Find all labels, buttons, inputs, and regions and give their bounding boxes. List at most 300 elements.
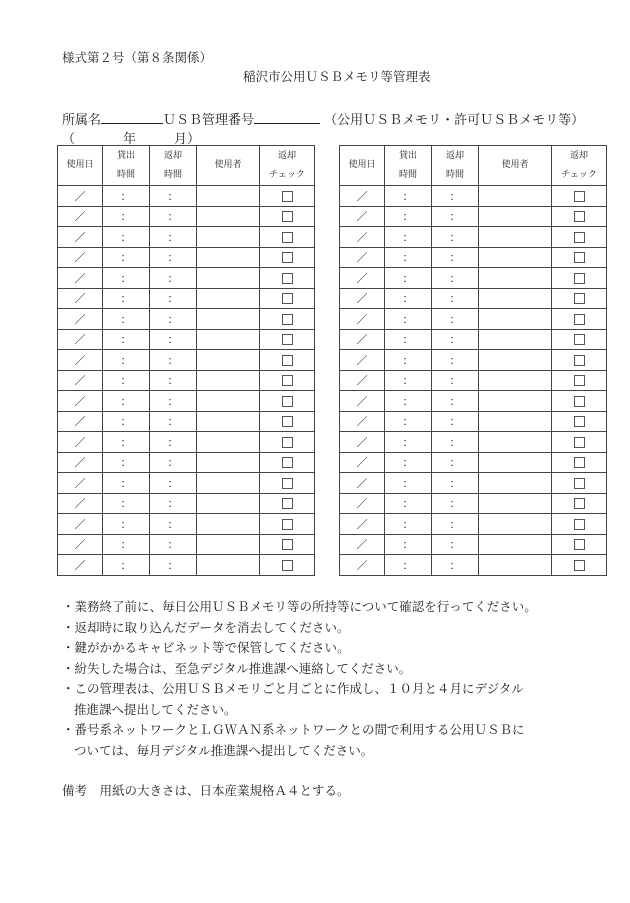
note-item: ・鍵がかかるキャビネット等で保管してください。 bbox=[62, 640, 350, 655]
checkbox-icon[interactable] bbox=[574, 519, 585, 530]
date-cell[interactable]: ／ bbox=[58, 350, 103, 371]
return-check-cell bbox=[260, 452, 315, 473]
lend-time-cell[interactable]: ： bbox=[385, 370, 432, 391]
return-check-cell bbox=[552, 432, 607, 453]
date-cell[interactable]: ／ bbox=[340, 432, 385, 453]
return-time-cell[interactable]: ： bbox=[150, 268, 197, 289]
checkbox-icon[interactable] bbox=[574, 334, 585, 345]
user-cell[interactable] bbox=[197, 370, 260, 391]
col-return-time: 返却 時間 bbox=[150, 146, 197, 186]
user-cell[interactable] bbox=[197, 452, 260, 473]
user-cell[interactable] bbox=[479, 452, 552, 473]
checkbox-icon[interactable] bbox=[574, 437, 585, 448]
user-cell[interactable] bbox=[197, 514, 260, 535]
lend-time-cell[interactable]: ： bbox=[103, 247, 150, 268]
checkbox-icon[interactable] bbox=[574, 416, 585, 427]
user-cell[interactable] bbox=[197, 247, 260, 268]
checkbox-icon[interactable] bbox=[282, 457, 293, 468]
table-row bbox=[58, 534, 315, 555]
date-cell[interactable]: ／ bbox=[58, 370, 103, 391]
date-cell[interactable]: ／ bbox=[340, 206, 385, 227]
checkbox-icon[interactable] bbox=[574, 539, 585, 550]
table-row bbox=[340, 329, 607, 350]
return-check-cell bbox=[260, 514, 315, 535]
lend-time-cell[interactable]: ： bbox=[385, 206, 432, 227]
user-cell[interactable] bbox=[197, 288, 260, 309]
return-check-cell bbox=[552, 452, 607, 473]
return-time-cell[interactable]: ： bbox=[432, 206, 479, 227]
table-row bbox=[58, 247, 315, 268]
lend-time-cell[interactable]: ： bbox=[103, 473, 150, 494]
date-cell[interactable]: ／ bbox=[340, 514, 385, 535]
return-time-cell[interactable]: ： bbox=[150, 473, 197, 494]
col-lend-time: 貸出 時間 bbox=[103, 146, 150, 186]
date-cell[interactable]: ／ bbox=[58, 247, 103, 268]
return-time-cell[interactable]: ： bbox=[150, 350, 197, 371]
user-cell[interactable] bbox=[479, 411, 552, 432]
checkbox-icon[interactable] bbox=[282, 560, 293, 571]
table-row bbox=[340, 555, 607, 576]
lend-time-cell[interactable]: ： bbox=[385, 411, 432, 432]
return-check-cell bbox=[552, 350, 607, 371]
user-cell[interactable] bbox=[479, 186, 552, 207]
checkbox-icon[interactable] bbox=[282, 437, 293, 448]
lend-time-cell[interactable]: ： bbox=[385, 473, 432, 494]
user-cell[interactable] bbox=[197, 268, 260, 289]
return-time-cell[interactable]: ： bbox=[432, 514, 479, 535]
return-time-cell[interactable]: ： bbox=[432, 288, 479, 309]
date-cell[interactable]: ／ bbox=[340, 391, 385, 412]
return-check-cell bbox=[260, 411, 315, 432]
return-check-cell bbox=[552, 411, 607, 432]
table-row bbox=[58, 452, 315, 473]
table-row bbox=[340, 493, 607, 514]
user-cell[interactable] bbox=[479, 247, 552, 268]
affiliation-field[interactable] bbox=[101, 111, 163, 124]
return-time-cell[interactable]: ： bbox=[150, 534, 197, 555]
return-check-cell bbox=[552, 370, 607, 391]
table-row bbox=[58, 432, 315, 453]
note-item-continuation: 推進課へ提出してください。 bbox=[74, 701, 237, 717]
date-cell[interactable]: ／ bbox=[58, 329, 103, 350]
table-row bbox=[58, 227, 315, 248]
date-cell[interactable]: ／ bbox=[340, 473, 385, 494]
col-return-check: 返却 チェック bbox=[552, 146, 607, 186]
table-row bbox=[58, 268, 315, 289]
return-time-cell[interactable]: ： bbox=[432, 329, 479, 350]
date-cell[interactable]: ／ bbox=[340, 227, 385, 248]
table-row bbox=[340, 452, 607, 473]
return-time-cell[interactable]: ： bbox=[432, 186, 479, 207]
user-cell[interactable] bbox=[197, 391, 260, 412]
return-time-cell[interactable]: ： bbox=[432, 411, 479, 432]
user-cell[interactable] bbox=[197, 206, 260, 227]
table-row bbox=[58, 370, 315, 391]
date-cell[interactable]: ／ bbox=[58, 493, 103, 514]
return-check-cell bbox=[260, 309, 315, 330]
lend-time-cell[interactable]: ： bbox=[103, 350, 150, 371]
user-cell[interactable] bbox=[479, 370, 552, 391]
lend-time-cell[interactable]: ： bbox=[385, 329, 432, 350]
date-cell[interactable]: ／ bbox=[58, 452, 103, 473]
lend-time-cell[interactable]: ： bbox=[103, 309, 150, 330]
usb-number-label: ＵＳＢ管理番号 bbox=[163, 113, 255, 128]
return-time-cell[interactable]: ： bbox=[150, 432, 197, 453]
lend-time-cell[interactable]: ： bbox=[385, 247, 432, 268]
note-item-continuation: ついては、毎月デジタル推進課へ提出してください。 bbox=[74, 742, 374, 758]
checkbox-icon[interactable] bbox=[574, 211, 585, 222]
checkbox-icon[interactable] bbox=[574, 314, 585, 325]
return-time-cell[interactable]: ： bbox=[150, 514, 197, 535]
date-cell[interactable]: ／ bbox=[340, 534, 385, 555]
return-time-cell[interactable]: ： bbox=[432, 452, 479, 473]
checkbox-icon[interactable] bbox=[574, 252, 585, 263]
table-header-row bbox=[58, 146, 315, 186]
date-cell[interactable]: ／ bbox=[58, 288, 103, 309]
lend-time-cell[interactable]: ： bbox=[103, 206, 150, 227]
return-time-cell[interactable]: ： bbox=[150, 206, 197, 227]
lend-time-cell[interactable]: ： bbox=[385, 534, 432, 555]
lend-time-cell[interactable]: ： bbox=[385, 309, 432, 330]
return-time-cell[interactable]: ： bbox=[150, 452, 197, 473]
checkbox-icon[interactable] bbox=[574, 355, 585, 366]
table-row bbox=[58, 514, 315, 535]
return-check-cell bbox=[552, 514, 607, 535]
user-cell[interactable] bbox=[197, 329, 260, 350]
return-time-cell[interactable]: ： bbox=[432, 555, 479, 576]
user-cell[interactable] bbox=[197, 432, 260, 453]
lend-time-cell[interactable]: ： bbox=[103, 268, 150, 289]
checkbox-icon[interactable] bbox=[282, 478, 293, 489]
note-item: ・業務終了前に、毎日公用ＵＳＢメモリ等の所持等について確認を行ってください。 bbox=[62, 599, 537, 614]
return-check-cell bbox=[260, 370, 315, 391]
checkbox-icon[interactable] bbox=[574, 232, 585, 243]
return-check-cell bbox=[260, 432, 315, 453]
checkbox-icon[interactable] bbox=[574, 478, 585, 489]
date-cell[interactable]: ／ bbox=[340, 329, 385, 350]
return-check-cell bbox=[260, 534, 315, 555]
lend-time-cell[interactable]: ： bbox=[385, 514, 432, 535]
note-item: ・この管理表は、公用ＵＳＢメモリごと月ごとに作成し、１０月と４月にデジタル bbox=[62, 681, 524, 696]
return-check-cell bbox=[260, 473, 315, 494]
checkbox-icon[interactable] bbox=[282, 211, 293, 222]
table-row bbox=[340, 411, 607, 432]
table-row bbox=[340, 350, 607, 371]
lend-time-cell[interactable]: ： bbox=[385, 391, 432, 412]
header-fields-line bbox=[62, 109, 584, 128]
table-row bbox=[340, 247, 607, 268]
lend-time-cell[interactable]: ： bbox=[103, 186, 150, 207]
table-row bbox=[340, 370, 607, 391]
checkbox-icon[interactable] bbox=[282, 539, 293, 550]
date-cell[interactable]: ／ bbox=[340, 186, 385, 207]
return-time-cell[interactable]: ： bbox=[432, 309, 479, 330]
table-row bbox=[340, 227, 607, 248]
user-cell[interactable] bbox=[479, 268, 552, 289]
remark: 備考 用紙の大きさは、日本産業規格Ａ４とする。 bbox=[62, 783, 350, 798]
return-check-cell bbox=[260, 391, 315, 412]
lend-time-cell[interactable]: ： bbox=[385, 288, 432, 309]
return-check-cell bbox=[552, 391, 607, 412]
lend-time-cell[interactable]: ： bbox=[103, 555, 150, 576]
return-check-cell bbox=[260, 206, 315, 227]
notes-list bbox=[62, 597, 537, 761]
table-row bbox=[340, 206, 607, 227]
return-time-cell[interactable]: ： bbox=[150, 391, 197, 412]
col-use-date: 使用日 bbox=[340, 146, 385, 186]
return-check-cell bbox=[260, 493, 315, 514]
table-row bbox=[340, 309, 607, 330]
table-row bbox=[340, 473, 607, 494]
checkbox-icon[interactable] bbox=[574, 560, 585, 571]
col-use-date: 使用日 bbox=[58, 146, 103, 186]
lend-time-cell[interactable]: ： bbox=[385, 350, 432, 371]
table-row bbox=[58, 555, 315, 576]
return-time-cell[interactable]: ： bbox=[150, 309, 197, 330]
usb-number-field[interactable] bbox=[254, 111, 320, 124]
table-row bbox=[340, 432, 607, 453]
period-open: （ bbox=[62, 132, 76, 147]
user-cell[interactable] bbox=[197, 493, 260, 514]
user-cell[interactable] bbox=[479, 514, 552, 535]
lend-time-cell[interactable]: ： bbox=[103, 514, 150, 535]
table-row bbox=[58, 493, 315, 514]
month-label: 月） bbox=[174, 132, 201, 147]
col-user: 使用者 bbox=[479, 146, 552, 186]
date-cell[interactable]: ／ bbox=[340, 555, 385, 576]
checkbox-icon[interactable] bbox=[574, 457, 585, 468]
return-time-cell[interactable]: ： bbox=[432, 534, 479, 555]
table-row bbox=[58, 411, 315, 432]
lend-time-cell[interactable]: ： bbox=[103, 493, 150, 514]
user-cell[interactable] bbox=[197, 411, 260, 432]
date-cell[interactable]: ／ bbox=[340, 350, 385, 371]
lend-time-cell[interactable]: ： bbox=[103, 391, 150, 412]
user-cell[interactable] bbox=[197, 534, 260, 555]
form-number: 様式第２号（第８条関係） bbox=[62, 50, 213, 65]
checkbox-icon[interactable] bbox=[574, 375, 585, 386]
return-time-cell[interactable]: ： bbox=[150, 370, 197, 391]
user-cell[interactable] bbox=[197, 473, 260, 494]
table-row bbox=[340, 534, 607, 555]
return-check-cell bbox=[552, 329, 607, 350]
return-check-cell bbox=[260, 288, 315, 309]
lend-time-cell[interactable]: ： bbox=[103, 432, 150, 453]
return-check-cell bbox=[260, 268, 315, 289]
checkbox-icon[interactable] bbox=[282, 232, 293, 243]
return-time-cell[interactable]: ： bbox=[432, 268, 479, 289]
lend-time-cell[interactable]: ： bbox=[103, 329, 150, 350]
note-item: ・番号系ネットワークとＬＧＷＡＮ系ネットワークとの間で利用する公用ＵＳＢに bbox=[62, 722, 525, 737]
lend-time-cell[interactable]: ： bbox=[103, 227, 150, 248]
date-cell[interactable]: ／ bbox=[58, 206, 103, 227]
return-check-cell bbox=[552, 206, 607, 227]
return-time-cell[interactable]: ： bbox=[150, 247, 197, 268]
lend-time-cell[interactable]: ： bbox=[385, 452, 432, 473]
return-time-cell[interactable]: ： bbox=[432, 432, 479, 453]
lend-time-cell[interactable]: ： bbox=[103, 534, 150, 555]
lend-time-cell[interactable]: ： bbox=[103, 370, 150, 391]
return-time-cell[interactable]: ： bbox=[150, 555, 197, 576]
date-cell[interactable]: ／ bbox=[58, 432, 103, 453]
return-check-cell bbox=[552, 186, 607, 207]
table-row bbox=[340, 186, 607, 207]
note-item: ・紛失した場合は、至急デジタル推進課へ連絡してください。 bbox=[62, 660, 412, 676]
date-cell[interactable]: ／ bbox=[58, 186, 103, 207]
checkbox-icon[interactable] bbox=[282, 396, 293, 407]
lend-time-cell[interactable]: ： bbox=[385, 186, 432, 207]
checkbox-icon[interactable] bbox=[282, 519, 293, 530]
date-cell[interactable]: ／ bbox=[340, 411, 385, 432]
user-cell[interactable] bbox=[479, 309, 552, 330]
return-check-cell bbox=[552, 309, 607, 330]
user-cell[interactable] bbox=[479, 493, 552, 514]
return-time-cell[interactable]: ： bbox=[432, 493, 479, 514]
table-row bbox=[58, 288, 315, 309]
return-check-cell bbox=[552, 268, 607, 289]
table-row bbox=[340, 268, 607, 289]
table-row bbox=[58, 329, 315, 350]
date-cell[interactable]: ／ bbox=[340, 452, 385, 473]
user-cell[interactable] bbox=[197, 227, 260, 248]
table-row bbox=[58, 206, 315, 227]
return-time-cell[interactable]: ： bbox=[150, 411, 197, 432]
user-cell[interactable] bbox=[479, 350, 552, 371]
table-row bbox=[340, 288, 607, 309]
date-cell[interactable]: ／ bbox=[58, 411, 103, 432]
date-cell[interactable]: ／ bbox=[58, 309, 103, 330]
return-time-cell[interactable]: ： bbox=[150, 227, 197, 248]
table-row bbox=[58, 309, 315, 330]
user-cell[interactable] bbox=[479, 206, 552, 227]
user-cell[interactable] bbox=[197, 186, 260, 207]
lend-time-cell[interactable]: ： bbox=[385, 227, 432, 248]
usage-log-table-left bbox=[57, 145, 315, 576]
date-cell[interactable]: ／ bbox=[58, 227, 103, 248]
user-cell[interactable] bbox=[479, 391, 552, 412]
return-time-cell[interactable]: ： bbox=[432, 350, 479, 371]
date-cell[interactable]: ／ bbox=[58, 534, 103, 555]
return-check-cell bbox=[260, 227, 315, 248]
col-lend-time: 貸出 時間 bbox=[385, 146, 432, 186]
lend-time-cell[interactable]: ： bbox=[385, 555, 432, 576]
note-item: ・返却時に取り込んだデータを消去してください。 bbox=[62, 619, 350, 635]
return-time-cell[interactable]: ： bbox=[150, 329, 197, 350]
return-check-cell bbox=[552, 288, 607, 309]
col-user: 使用者 bbox=[197, 146, 260, 186]
return-time-cell[interactable]: ： bbox=[432, 227, 479, 248]
return-check-cell bbox=[260, 555, 315, 576]
user-cell[interactable] bbox=[197, 350, 260, 371]
checkbox-icon[interactable] bbox=[282, 498, 293, 509]
checkbox-icon[interactable] bbox=[574, 396, 585, 407]
checkbox-icon[interactable] bbox=[282, 416, 293, 427]
checkbox-icon[interactable] bbox=[282, 293, 293, 304]
date-cell[interactable]: ／ bbox=[58, 268, 103, 289]
checkbox-icon[interactable] bbox=[282, 355, 293, 366]
table-header-row bbox=[340, 146, 607, 186]
date-cell[interactable]: ／ bbox=[58, 555, 103, 576]
usage-log-table-right bbox=[339, 145, 607, 576]
checkbox-icon[interactable] bbox=[282, 252, 293, 263]
checkbox-icon[interactable] bbox=[574, 191, 585, 202]
affiliation-label: 所属名 bbox=[62, 113, 102, 128]
return-time-cell[interactable]: ： bbox=[432, 247, 479, 268]
lend-time-cell[interactable]: ： bbox=[385, 268, 432, 289]
checkbox-icon[interactable] bbox=[282, 314, 293, 325]
checkbox-icon[interactable] bbox=[282, 273, 293, 284]
user-cell[interactable] bbox=[479, 534, 552, 555]
user-cell[interactable] bbox=[479, 432, 552, 453]
user-cell[interactable] bbox=[479, 288, 552, 309]
usb-type-note: （公用ＵＳＢメモリ・許可ＵＳＢメモリ等） bbox=[324, 113, 585, 128]
return-time-cell[interactable]: ： bbox=[432, 473, 479, 494]
date-cell[interactable]: ／ bbox=[340, 247, 385, 268]
return-time-cell[interactable]: ： bbox=[150, 288, 197, 309]
document-title: 稲沢市公用ＵＳＢメモリ等管理表 bbox=[243, 69, 431, 84]
return-check-cell bbox=[552, 534, 607, 555]
date-cell[interactable]: ／ bbox=[340, 493, 385, 514]
user-cell[interactable] bbox=[479, 227, 552, 248]
checkbox-icon[interactable] bbox=[574, 273, 585, 284]
date-cell[interactable]: ／ bbox=[58, 473, 103, 494]
user-cell[interactable] bbox=[197, 555, 260, 576]
checkbox-icon[interactable] bbox=[282, 375, 293, 386]
return-check-cell bbox=[552, 493, 607, 514]
date-cell[interactable]: ／ bbox=[340, 309, 385, 330]
lend-time-cell[interactable]: ： bbox=[103, 411, 150, 432]
date-cell[interactable]: ／ bbox=[340, 370, 385, 391]
return-check-cell bbox=[260, 247, 315, 268]
date-cell[interactable]: ／ bbox=[340, 268, 385, 289]
return-check-cell bbox=[260, 329, 315, 350]
col-return-time: 返却 時間 bbox=[432, 146, 479, 186]
checkbox-icon[interactable] bbox=[574, 498, 585, 509]
return-check-cell bbox=[552, 473, 607, 494]
date-cell[interactable]: ／ bbox=[58, 391, 103, 412]
return-time-cell[interactable]: ： bbox=[150, 493, 197, 514]
return-check-cell bbox=[260, 350, 315, 371]
return-check-cell bbox=[552, 247, 607, 268]
return-check-cell bbox=[260, 186, 315, 207]
table-row bbox=[58, 391, 315, 412]
checkbox-icon[interactable] bbox=[282, 334, 293, 345]
date-cell[interactable]: ／ bbox=[340, 288, 385, 309]
lend-time-cell[interactable]: ： bbox=[103, 288, 150, 309]
user-cell[interactable] bbox=[479, 329, 552, 350]
checkbox-icon[interactable] bbox=[574, 293, 585, 304]
return-time-cell[interactable]: ： bbox=[432, 391, 479, 412]
table-row bbox=[340, 514, 607, 535]
lend-time-cell[interactable]: ： bbox=[385, 493, 432, 514]
user-cell[interactable] bbox=[479, 473, 552, 494]
user-cell[interactable] bbox=[479, 555, 552, 576]
user-cell[interactable] bbox=[197, 309, 260, 330]
table-row bbox=[58, 350, 315, 371]
year-label: 年 bbox=[123, 132, 137, 147]
lend-time-cell[interactable]: ： bbox=[103, 452, 150, 473]
date-cell[interactable]: ／ bbox=[58, 514, 103, 535]
table-row bbox=[340, 391, 607, 412]
table-body-right bbox=[340, 186, 607, 576]
table-row bbox=[58, 186, 315, 207]
table-row bbox=[58, 473, 315, 494]
return-check-cell bbox=[552, 227, 607, 248]
return-time-cell[interactable]: ： bbox=[150, 186, 197, 207]
checkbox-icon[interactable] bbox=[282, 191, 293, 202]
return-time-cell[interactable]: ： bbox=[432, 370, 479, 391]
lend-time-cell[interactable]: ： bbox=[385, 432, 432, 453]
